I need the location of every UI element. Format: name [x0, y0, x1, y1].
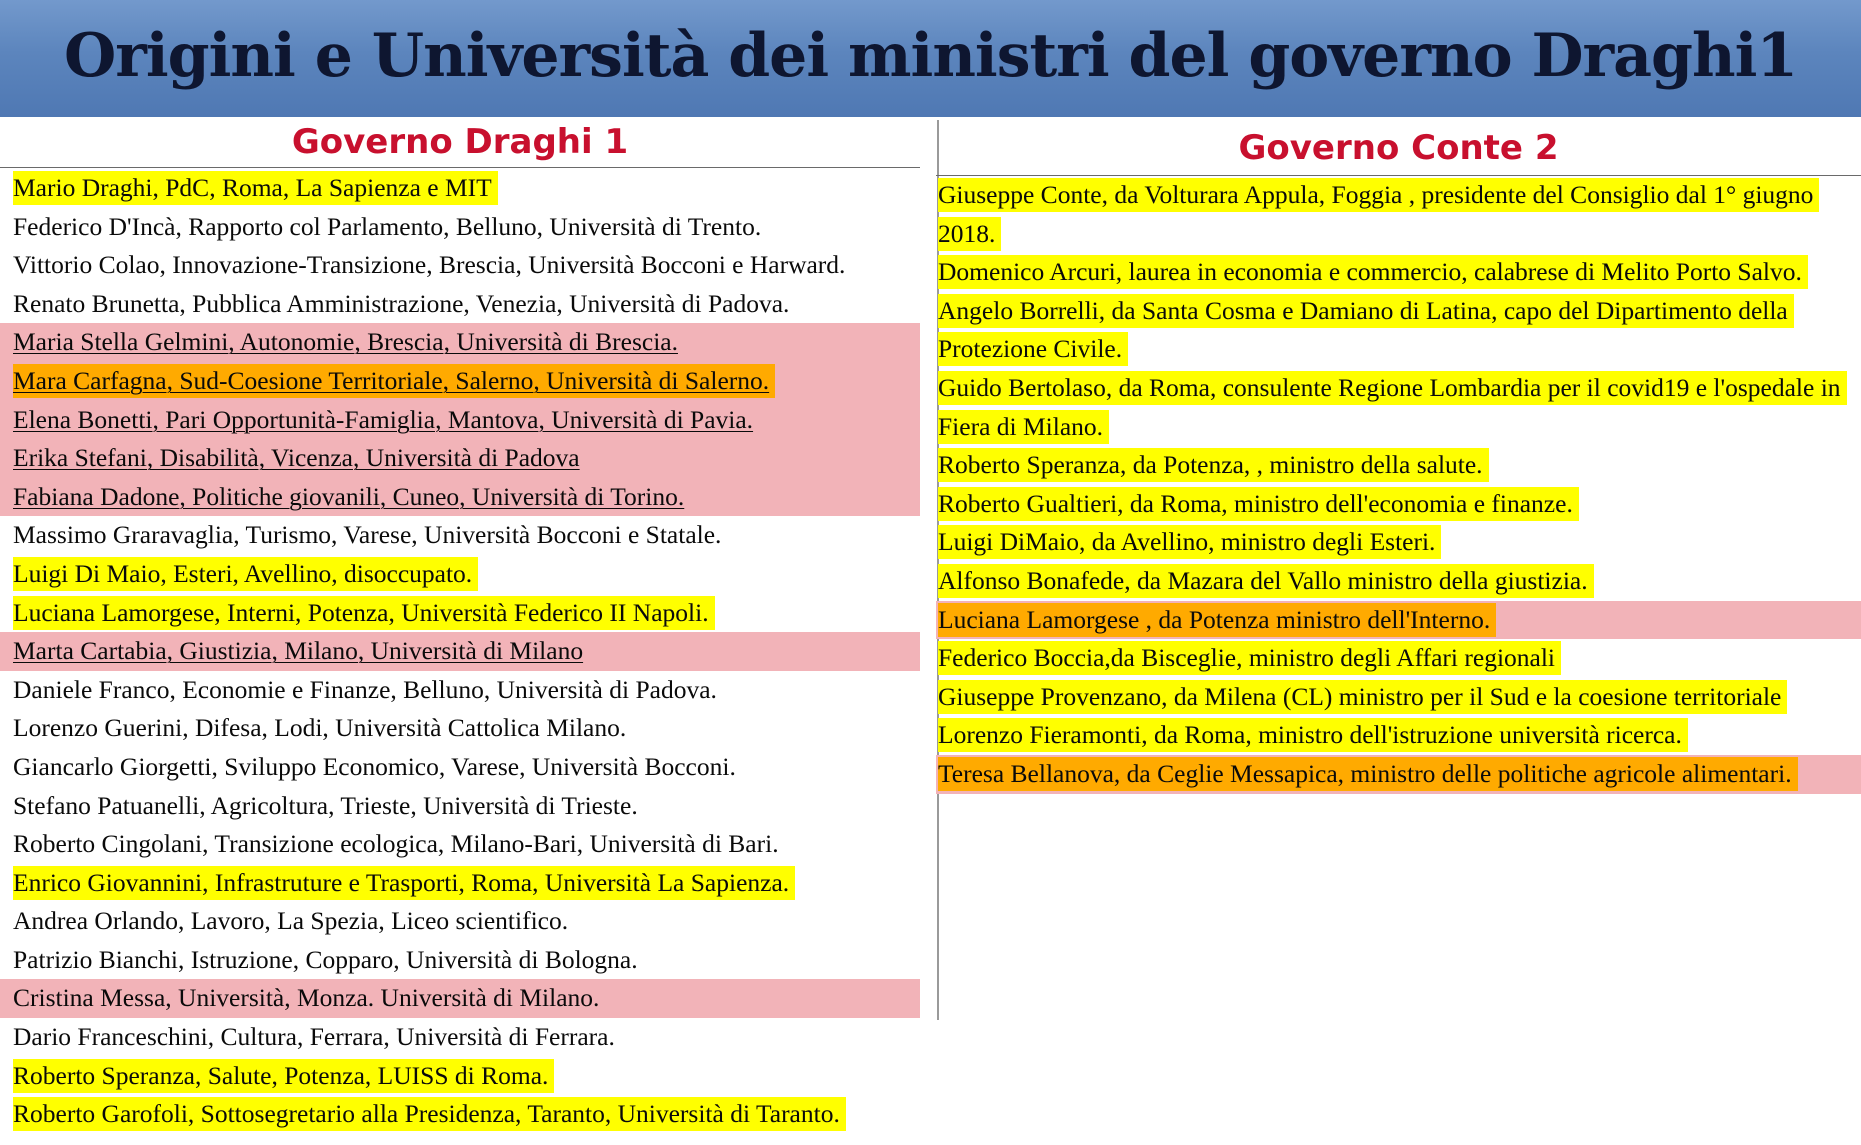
minister-entry: Dario Franceschini, Cultura, Ferrara, Università di Ferrara. — [13, 1022, 615, 1052]
list-item — [0, 787, 920, 826]
minister-entry: Protezione Civile. — [938, 332, 1128, 366]
list-item — [0, 1095, 920, 1134]
minister-entry: Roberto Cingolani, Transizione ecologica, Milano-Bari, Università di Bari. — [13, 829, 779, 859]
list-item — [936, 292, 1861, 331]
minister-entry: Fiera di Milano. — [938, 410, 1109, 444]
minister-entry: Angelo Borrelli, da Santa Cosma e Damiano di Latina, capo del Dipartimento della — [938, 294, 1794, 328]
list-item — [936, 446, 1861, 485]
minister-entry: Teresa Bellanova, da Ceglie Messapica, ministro delle politiche agricole alimentari. — [938, 757, 1798, 791]
list-item — [0, 709, 920, 748]
list-item — [936, 639, 1861, 678]
list-item — [0, 478, 920, 517]
list-item — [0, 864, 920, 903]
list-item — [936, 369, 1861, 408]
list-item — [0, 246, 920, 285]
list-item — [0, 169, 920, 208]
minister-entry: Federico Boccia,da Bisceglie, ministro degli Affari regionali — [938, 641, 1561, 675]
column-heading-draghi: Governo Draghi 1 — [291, 122, 629, 162]
list-item — [936, 330, 1861, 369]
minister-entry: Giancarlo Giorgetti, Sviluppo Economico, Varese, Università Bocconi. — [13, 751, 736, 781]
minister-entry: Luigi DiMaio, da Avellino, ministro degli Esteri. — [938, 525, 1441, 559]
list-item — [0, 516, 920, 555]
list-item — [0, 941, 920, 980]
list-item — [0, 439, 920, 478]
list-item — [0, 632, 920, 671]
minister-list-conte — [936, 176, 1861, 794]
minister-list-draghi — [0, 169, 920, 1134]
minister-entry: Elena Bonetti, Pari Opportunità-Famiglia, Mantova, Università di Pavia. — [13, 404, 754, 434]
list-item — [0, 1018, 920, 1057]
minister-entry: Daniele Franco, Economie e Finanze, Belluno, Università di Padova. — [13, 674, 717, 704]
minister-entry: Andrea Orlando, Lavoro, La Spezia, Liceo scientifico. — [13, 906, 569, 936]
minister-entry: Alfonso Bonafede, da Mazara del Vallo ministro della giustizia. — [938, 564, 1594, 598]
minister-entry: Federico D'Incà, Rapporto col Parlamento, Belluno, Università di Trento. — [13, 211, 762, 241]
heading-divider — [0, 167, 920, 168]
list-item — [0, 285, 920, 324]
minister-entry: Luciana Lamorgese , da Potenza ministro dell'Interno. — [938, 603, 1496, 637]
list-item — [936, 485, 1861, 524]
list-item — [936, 176, 1861, 215]
list-item — [936, 678, 1861, 717]
title-banner — [0, 0, 1861, 117]
minister-entry: Maria Stella Gelmini, Autonomie, Brescia, Università di Brescia. — [13, 327, 678, 357]
list-item — [0, 208, 920, 247]
list-item — [0, 594, 920, 633]
list-item — [936, 253, 1861, 292]
list-item — [936, 215, 1861, 254]
minister-entry: Fabiana Dadone, Politiche giovanili, Cuneo, Università di Torino. — [13, 481, 685, 511]
list-item — [0, 902, 920, 941]
minister-entry: Lorenzo Guerini, Difesa, Lodi, Università Cattolica Milano. — [13, 713, 627, 743]
list-item — [936, 755, 1861, 794]
minister-entry: Massimo Graravaglia, Turismo, Varese, Università Bocconi e Statale. — [13, 520, 722, 550]
minister-entry: Mara Carfagna, Sud-Coesione Territoriale, Salerno, Università di Salerno. — [13, 364, 775, 398]
minister-entry: Marta Cartabia, Giustizia, Milano, Università di Milano — [13, 636, 584, 666]
list-item — [0, 979, 920, 1018]
minister-entry: Lorenzo Fieramonti, da Roma, ministro dell'istruzione università ricerca. — [938, 718, 1688, 752]
minister-entry: Luciana Lamorgese, Interni, Potenza, Università Federico II Napoli. — [13, 596, 715, 630]
minister-entry: Stefano Patuanelli, Agricoltura, Trieste, Università di Trieste. — [13, 790, 638, 820]
list-item — [0, 825, 920, 864]
minister-entry: Cristina Messa, Università, Monza. Università di Milano. — [13, 983, 600, 1013]
minister-entry: Giuseppe Provenzano, da Milena (CL) ministro per il Sud e la coesione territoriale — [938, 680, 1787, 714]
minister-entry: Luigi Di Maio, Esteri, Avellino, disoccupato. — [13, 557, 478, 591]
minister-entry: Mario Draghi, PdC, Roma, La Sapienza e MIT — [13, 171, 498, 205]
minister-entry: Domenico Arcuri, laurea in economia e commercio, calabrese di Melito Porto Salvo. — [938, 255, 1808, 289]
list-item — [0, 748, 920, 787]
list-item — [0, 401, 920, 440]
minister-entry: Roberto Gualtieri, da Roma, ministro dell'economia e finanze. — [938, 487, 1579, 521]
list-item — [936, 601, 1861, 640]
minister-entry: Renato Brunetta, Pubblica Amministrazione, Venezia, Università di Padova. — [13, 288, 790, 318]
minister-entry: Roberto Speranza, Salute, Potenza, LUISS di Roma. — [13, 1059, 554, 1093]
list-item — [936, 523, 1861, 562]
minister-entry: Erika Stefani, Disabilità, Vicenza, Università di Padova — [13, 443, 580, 473]
list-item — [0, 671, 920, 710]
list-item — [0, 1057, 920, 1096]
minister-entry: Roberto Speranza, da Potenza, , ministro della salute. — [938, 448, 1489, 482]
minister-entry: Guido Bertolaso, da Roma, consulente Regione Lombardia per il covid19 e l'ospedale in — [938, 371, 1847, 405]
list-item — [936, 716, 1861, 755]
list-item — [0, 362, 920, 401]
list-item — [0, 323, 920, 362]
page-title: Origini e Università dei ministri del governo Draghi1 — [64, 21, 1798, 91]
column-governo-draghi — [0, 117, 920, 1145]
list-item — [936, 562, 1861, 601]
minister-entry: Vittorio Colao, Innovazione-Transizione, Brescia, Università Bocconi e Harward. — [13, 250, 846, 280]
column-governo-conte — [936, 117, 1861, 1017]
list-item — [0, 555, 920, 594]
minister-entry: Roberto Garofoli, Sottosegretario alla Presidenza, Taranto, Università di Taranto. — [13, 1097, 846, 1131]
column-heading-conte: Governo Conte 2 — [1238, 128, 1559, 168]
list-item — [936, 408, 1861, 447]
minister-entry: Patrizio Bianchi, Istruzione, Copparo, Università di Bologna. — [13, 944, 638, 974]
minister-entry: Enrico Giovannini, Infrastruture e Trasporti, Roma, Università La Sapienza. — [13, 866, 795, 900]
minister-entry: Giuseppe Conte, da Volturara Appula, Foggia , presidente del Consiglio dal 1° giugno — [938, 178, 1819, 212]
minister-entry: 2018. — [938, 217, 1001, 251]
